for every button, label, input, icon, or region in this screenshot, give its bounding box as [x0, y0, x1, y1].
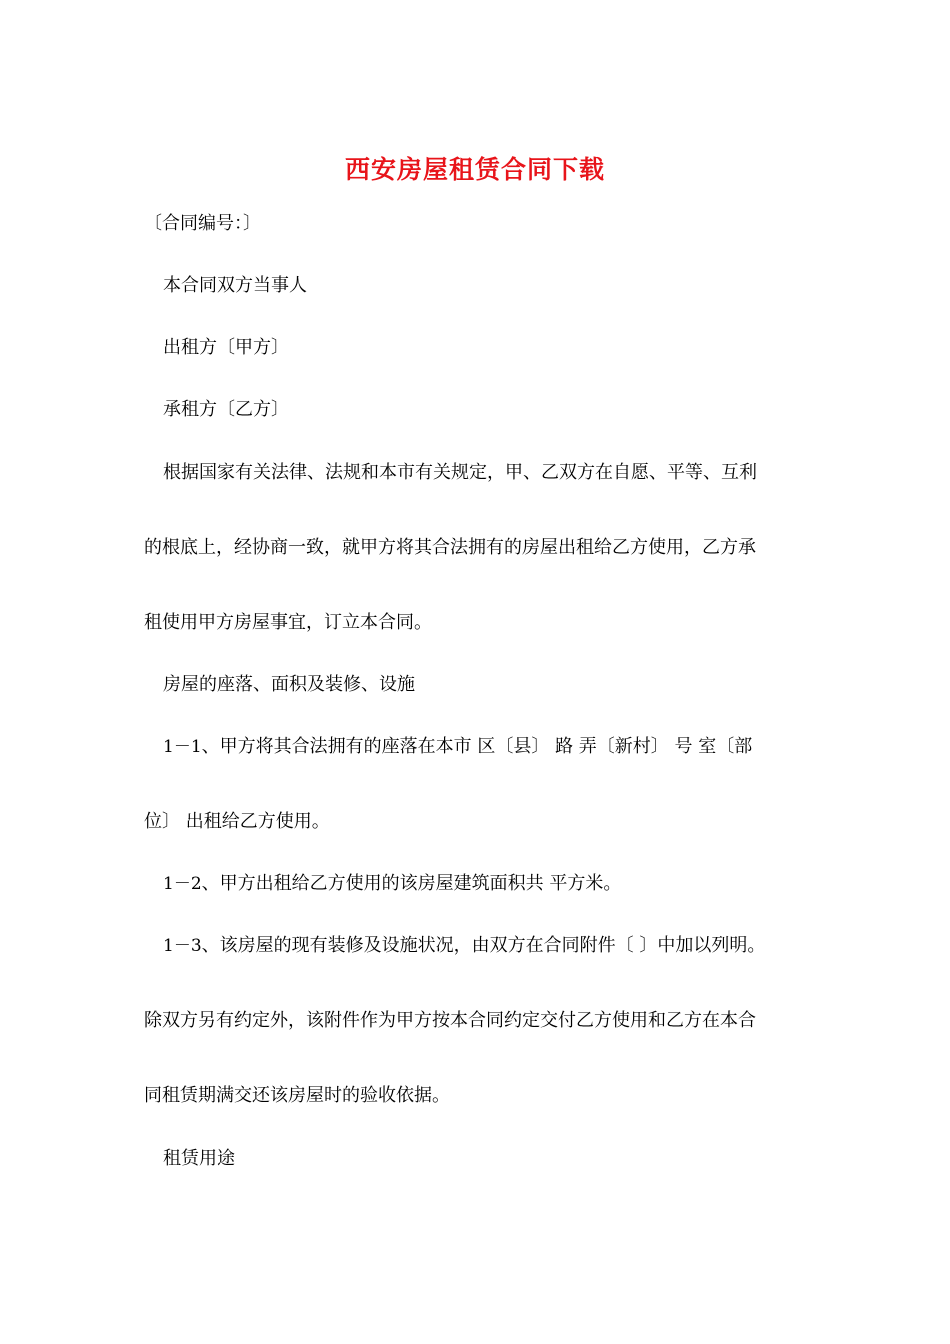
clause-1-2-text: 、甲方出租给乙方使用的该房屋建筑面积共 平方米。 [201, 873, 622, 894]
document-title: 西安房屋租赁合同下载 [344, 155, 605, 184]
clause-1-3-line-2: 除双方另有约定外，该附件作为甲方按本合同约定交付乙方使用和乙方在本合 [144, 1010, 756, 1031]
clause-1-2 [163, 872, 621, 896]
parties-heading: 本合同双方当事人 [163, 275, 307, 296]
preamble-line-3: 租使用甲方房屋事宜，订立本合同。 [144, 612, 432, 633]
lessor-line: 出租方〔甲方〕 [163, 337, 289, 358]
clause-1-3-line-3: 同租赁期满交还该房屋时的验收依据。 [144, 1085, 450, 1106]
clause-1-3-text: 、该房屋的现有装修及设施状况，由双方在合同附件〔 〕中加以列明。 [201, 935, 766, 956]
clause-1-1-text: 、甲方将其合法拥有的座落在本市 区〔县〕 路 弄〔新村〕 号 室〔部 [201, 736, 753, 757]
lessee-line: 承租方〔乙方〕 [163, 399, 289, 420]
clause-1-2-number: 1－2 [163, 874, 202, 894]
section2-heading: 租赁用途 [163, 1148, 235, 1169]
clause-1-1-line-2: 位〕 出租给乙方使用。 [144, 811, 330, 832]
preamble-line-2: 的根底上，经协商一致，就甲方将其合法拥有的房屋出租给乙方使用，乙方承 [144, 537, 756, 558]
clause-1-3-number: 1－3 [163, 936, 202, 956]
contract-number: 〔合同编号：〕 [144, 213, 261, 234]
clause-1-1-line-1 [163, 735, 752, 759]
clause-1-1-number: 1－1 [163, 737, 202, 757]
section1-heading: 房屋的座落、面积及装修、设施 [163, 674, 415, 695]
preamble-line-1: 根据国家有关法律、法规和本市有关规定，甲、乙双方在自愿、平等、互利 [163, 462, 757, 483]
clause-1-3-line-1 [163, 934, 765, 958]
